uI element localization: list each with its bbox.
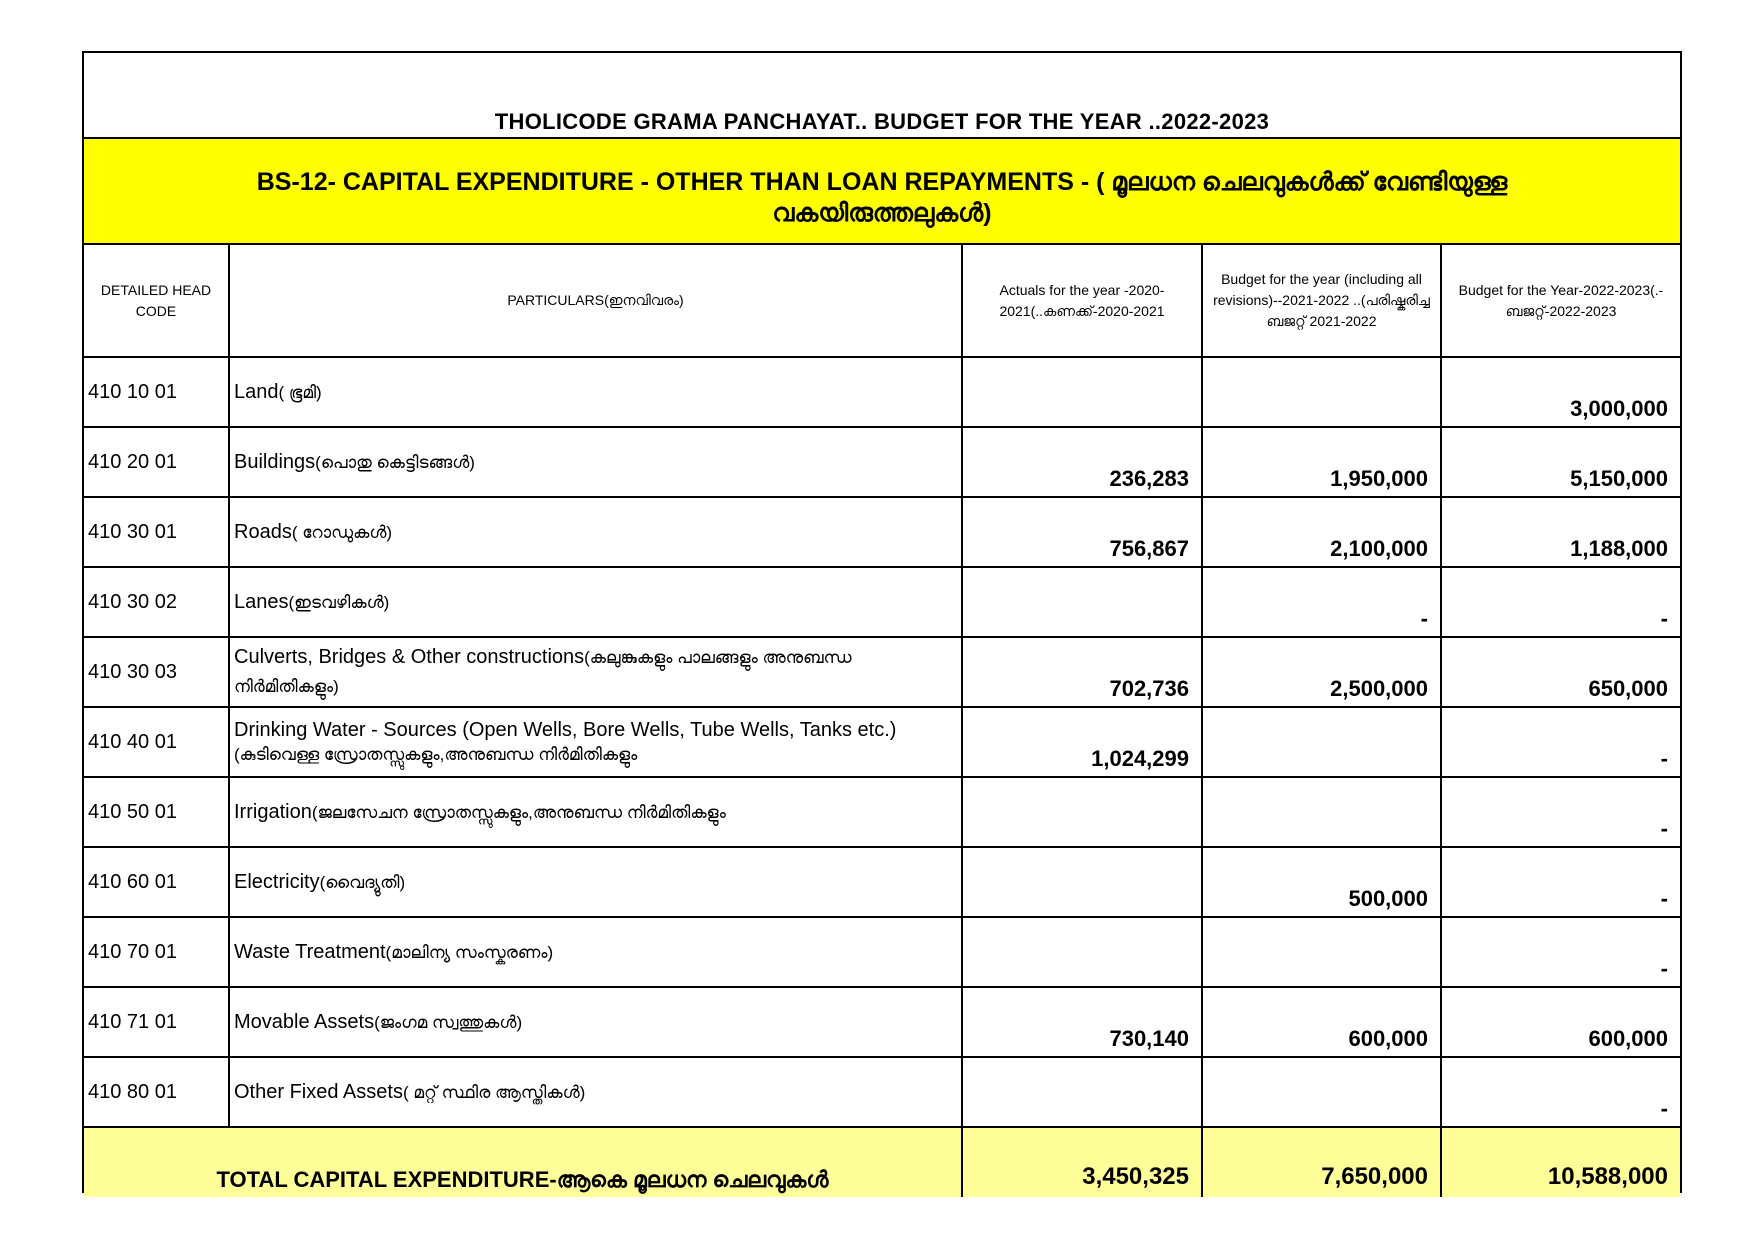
head-code: 410 20 01 bbox=[84, 427, 229, 497]
particulars-en: Culverts, Bridges & Other constructions bbox=[234, 646, 585, 668]
head-code: 410 30 03 bbox=[84, 637, 229, 707]
particulars-en: Other Fixed Assets bbox=[234, 1080, 403, 1103]
budget-revised-value bbox=[1202, 777, 1441, 847]
actuals-value: 730,140 bbox=[962, 987, 1202, 1057]
budget-table bbox=[84, 245, 1680, 1197]
particulars-ml: (ജലസേചന സ്രോതസ്സുകളും,അനുബന്ധ നിർമിതികളും bbox=[311, 802, 726, 822]
particulars-ml: (കലുങ്കുകളും പാലങ്ങളും അനുബന്ധ നിർമിതികളും) bbox=[234, 648, 852, 696]
actuals-value bbox=[962, 917, 1202, 987]
budget-revised-value: 1,950,000 bbox=[1202, 427, 1441, 497]
budget-revised-value bbox=[1202, 707, 1441, 777]
particulars-ml: (വൈദ്യുതി) bbox=[319, 872, 406, 892]
head-code: 410 80 01 bbox=[84, 1057, 229, 1127]
budget-revised-value: - bbox=[1202, 567, 1441, 637]
particulars-ml: ( ഭൂമി) bbox=[278, 382, 322, 402]
head-code: 410 40 01 bbox=[84, 707, 229, 777]
particulars-cell bbox=[229, 917, 962, 987]
table-row bbox=[84, 707, 1680, 777]
budget-revised-value bbox=[1202, 917, 1441, 987]
budget-revised-value: 2,500,000 bbox=[1202, 637, 1441, 707]
budget-new-value: 1,188,000 bbox=[1441, 497, 1680, 567]
particulars-cell bbox=[229, 357, 962, 427]
particulars-en: Irrigation bbox=[234, 800, 312, 823]
table-row bbox=[84, 917, 1680, 987]
table-row bbox=[84, 1057, 1680, 1127]
budget-revised-value: 2,100,000 bbox=[1202, 497, 1441, 567]
head-code: 410 10 01 bbox=[84, 357, 229, 427]
particulars-cell bbox=[229, 777, 962, 847]
particulars-ml: (കുടിവെള്ള സ്രോതസ്സുകളും,അനുബന്ധ നിർമിതികളും bbox=[234, 744, 638, 764]
budget-new-value: 650,000 bbox=[1441, 637, 1680, 707]
head-code: 410 30 01 bbox=[84, 497, 229, 567]
budget-new-value: - bbox=[1441, 1057, 1680, 1127]
budget-new-value: - bbox=[1441, 917, 1680, 987]
header-budget-new: Budget for the Year-2022-2023(.-ബജറ്റ്-2022-2023 bbox=[1441, 245, 1680, 357]
particulars-cell bbox=[229, 1057, 962, 1127]
particulars-cell bbox=[229, 637, 962, 707]
section-title: BS-12- CAPITAL EXPENDITURE - OTHER THAN LOAN REPAYMENTS - ( മൂലധന ചെലവുകൾക്ക് വേണ്ടിയുള്ള വകയിരുത്തലുകൾ) bbox=[256, 168, 1508, 227]
actuals-value bbox=[962, 847, 1202, 917]
budget-revised-value bbox=[1202, 1057, 1441, 1127]
header-actuals: Actuals for the year -2020-2021(..കണക്ക്-2020-2021 bbox=[962, 245, 1202, 357]
table-row bbox=[84, 427, 1680, 497]
budget-new-value: 3,000,000 bbox=[1441, 357, 1680, 427]
particulars-en: Buildings bbox=[234, 450, 316, 473]
actuals-value bbox=[962, 357, 1202, 427]
particulars-cell bbox=[229, 567, 962, 637]
page-title: THOLICODE GRAMA PANCHAYAT.. BUDGET FOR THE YEAR ..2022-2023 bbox=[494, 109, 1270, 134]
particulars-en: Lanes bbox=[234, 590, 289, 613]
budget-new-value: - bbox=[1441, 567, 1680, 637]
budget-new-value: - bbox=[1441, 847, 1680, 917]
budget-new-value: - bbox=[1441, 777, 1680, 847]
actuals-value bbox=[962, 777, 1202, 847]
subtitle-band bbox=[84, 139, 1680, 245]
particulars-ml: (മാലിന്യ സംസ്കരണം) bbox=[385, 942, 554, 962]
budget-new-value: 5,150,000 bbox=[1441, 427, 1680, 497]
total-budget-revised: 7,650,000 bbox=[1202, 1127, 1441, 1197]
particulars-cell bbox=[229, 987, 962, 1057]
particulars-en: Movable Assets bbox=[234, 1010, 375, 1033]
budget-new-value: 600,000 bbox=[1441, 987, 1680, 1057]
particulars-cell bbox=[229, 497, 962, 567]
actuals-value: 1,024,299 bbox=[962, 707, 1202, 777]
budget-new-value: - bbox=[1441, 707, 1680, 777]
particulars-en: Waste Treatment bbox=[234, 940, 386, 963]
table-row bbox=[84, 497, 1680, 567]
title-band bbox=[84, 53, 1680, 139]
head-code: 410 71 01 bbox=[84, 987, 229, 1057]
table-row bbox=[84, 987, 1680, 1057]
budget-revised-value bbox=[1202, 357, 1441, 427]
particulars-en: Roads bbox=[234, 520, 292, 543]
particulars-en: Land bbox=[234, 380, 279, 403]
budget-sheet bbox=[82, 51, 1682, 1193]
head-code: 410 50 01 bbox=[84, 777, 229, 847]
table-row bbox=[84, 777, 1680, 847]
actuals-value: 756,867 bbox=[962, 497, 1202, 567]
particulars-en: Drinking Water - Sources (Open Wells, Bore Wells, Tube Wells, Tanks etc.) bbox=[234, 718, 897, 741]
budget-revised-value: 600,000 bbox=[1202, 987, 1441, 1057]
table-row bbox=[84, 847, 1680, 917]
particulars-ml: ( റോഡുകൾ) bbox=[291, 522, 393, 542]
header-particulars: PARTICULARS(ഇനവിവരം) bbox=[229, 245, 962, 357]
particulars-ml: ( മറ്റ് സ്ഥിര ആസ്തികൾ) bbox=[402, 1082, 586, 1102]
table-row bbox=[84, 637, 1680, 707]
head-code: 410 70 01 bbox=[84, 917, 229, 987]
total-actuals: 3,450,325 bbox=[962, 1127, 1202, 1197]
particulars-cell bbox=[229, 427, 962, 497]
table-row bbox=[84, 357, 1680, 427]
actuals-value bbox=[962, 567, 1202, 637]
particulars-ml: (പൊതു കെട്ടിടങ്ങൾ) bbox=[315, 452, 475, 472]
header-code: DETAILED HEAD CODE bbox=[84, 245, 229, 357]
particulars-cell bbox=[229, 707, 962, 777]
total-row bbox=[84, 1127, 1680, 1197]
particulars-ml: (ഇടവഴികൾ) bbox=[288, 592, 390, 612]
head-code: 410 30 02 bbox=[84, 567, 229, 637]
particulars-ml: (ജംഗമ സ്വത്തുകൾ) bbox=[374, 1012, 523, 1032]
head-code: 410 60 01 bbox=[84, 847, 229, 917]
total-budget-new: 10,588,000 bbox=[1441, 1127, 1680, 1197]
total-label: TOTAL CAPITAL EXPENDITURE-ആകെ മൂലധന ചെലവുകൾ bbox=[84, 1127, 962, 1197]
header-row bbox=[84, 245, 1680, 357]
budget-revised-value: 500,000 bbox=[1202, 847, 1441, 917]
actuals-value: 236,283 bbox=[962, 427, 1202, 497]
header-budget-revised: Budget for the year (including all revisions)--2021-2022 ..(പരിഷ്കരിച്ച ബജറ്റ് 2021-2022 bbox=[1202, 245, 1441, 357]
particulars-en: Electricity bbox=[234, 870, 320, 893]
table-row bbox=[84, 567, 1680, 637]
actuals-value bbox=[962, 1057, 1202, 1127]
particulars-cell bbox=[229, 847, 962, 917]
actuals-value: 702,736 bbox=[962, 637, 1202, 707]
